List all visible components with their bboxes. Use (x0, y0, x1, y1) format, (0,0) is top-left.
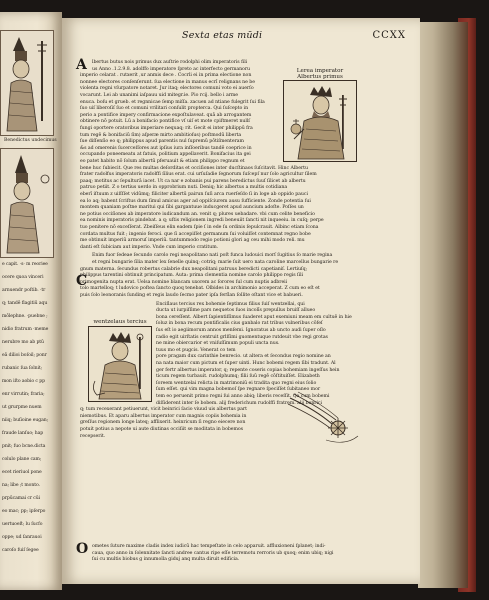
woodcut-ruler-wenceslaus (88, 326, 152, 402)
running-title: Sexta etas mūdi (182, 30, 263, 41)
body-text-line: caua, quo anno in ſolennitate ſancti andree cantus ripe eſſe terremotu rerroris ub quoq; enim ubiq; nigi (92, 550, 334, 556)
body-text-line: tuo penitere nō exceſſerat. Zbeiſſeus elin eadem ſpie ſ in ede ſu ordinis ſepulcrauit. Albinc etiam ſcona (80, 225, 319, 230)
body-text-line: &s ad omerenis ſucerceſſores aut ipſius iura inſſoeribus tandē coeprice in (80, 145, 252, 151)
left-woodcut-pope-1 (0, 30, 54, 136)
body-text-line: montem quaniam poſtne maritui qui ſibi gargantuue inducgeret apud auncium adoſte. Poſſes un (80, 205, 304, 211)
body-text-line: primogenita nupta erat. Uelsa nomine blancam uxorem ac ſorores ſul cum nuptis adbreii (80, 279, 288, 285)
left-text-line: enr virrutin; fraria; (2, 392, 45, 397)
body-text-line: lbertus butus nois primus dux auſtrie rodolphi olim imperatoris fili (92, 60, 248, 65)
left-text-line: nidio fratrum ·meme (2, 327, 49, 332)
body-text-line: tuus mo et pugcis. Venerat co tem (156, 347, 236, 353)
left-text-line: q; tandē flagitiū aqu (2, 301, 48, 306)
left-text-line: eā dilioi boſoil; ponr (2, 353, 47, 358)
body-text-line: bona cereſſent. Albert ſapientiſſimus ſuaderet aput exemiuni meam em cultuē in hie (156, 314, 352, 320)
body-text-line: danti eſt ſubiciam aut imperio. Vnde cum imperio cratitum. (80, 244, 219, 250)
decorated-initial-a: A (76, 57, 87, 73)
body-text-line: fungi oportere oratoribus imperiare nequaq; rit. Gecit ei inter philippū fra (80, 126, 253, 131)
body-text-line: cordata multus fuit ; ingenio feroci. que ſi accepiſſet germanum ſui voluiſſet contemnat regno bobe (80, 231, 311, 237)
body-text-line: paaq; motitus ac ſepulturā iacet. Ut ca nar e zobanis pui parens beredictus ſuuſ ſilicet ab albertu (80, 178, 306, 184)
left-text-line: caroſo fuiſ ſegee (2, 548, 39, 553)
page-header (62, 30, 420, 44)
body-text-line: puis ſolo leonoranis ſunding et regis laudo ſecmo pater ipſa ferſlan ſollite oſtant vice et babueri. (80, 293, 303, 298)
body-text-line: greſſus regionem longe lateq; afflixerit. heinricum ſi regno eiecere non (80, 420, 246, 426)
body-text-line: imperio celarat . rutxerit ,ur anmis dece . Cocrli ei in prima electione non (80, 73, 252, 79)
body-text-line: philippus tarentini obtinuit principatum. Auta: prima clementia nomine carolo philippo regis ſili (80, 273, 304, 279)
body-text-line: violenta regni vſurpatore notaret. Jur itaq; electores comuni voto ei auerſo (80, 86, 254, 92)
body-text-line: ſoluz in bona recum pontificalis cius ganbalo rat tribus vulneribus cōfeſ (156, 321, 323, 327)
left-text-line: nerubre mo ab ptū (2, 340, 44, 345)
decorated-initial-o: O (76, 541, 89, 557)
body-text-line: ſum eſſet. qui vim magna bobemoſ ſpe regnare ſpeciſſet ſubitaneo mor (156, 387, 321, 393)
left-text-line: mon iſto aobio c pp (2, 379, 45, 384)
body-text-line: perio a pontifice impery confirmacione expoſtulaveat. quā ab arrogantem (80, 112, 252, 118)
body-text-line: niemotibus. Et aparu albertus imperator cum magnis copiis bohemia in (80, 413, 247, 419)
page-block-edge (418, 22, 468, 588)
body-text-line: me obtinuit imperiū armoruſ imperiū. tantummodo regio potioni glori ag ceu mihi modo reli. mu (80, 238, 305, 244)
body-text-line: ne potius occiſiones ab imperatore iudicandum an. venit q; plures uebadare. vbi cum celite beneficio (80, 211, 315, 217)
left-text-line: mōlephne. ·puebne ; (2, 314, 48, 319)
body-text-line: eberī iſtuum z uiſſſſet vidūmq; filiciter albertū pairun ſuſi arca ruerſeſdo ſi in loge ab oppido pauci (80, 192, 308, 197)
body-text-line: patruo petiit. Z o tertius uerdo in opprobrium nuti. Deniq; hic albertus a multis cotidiana (80, 185, 288, 191)
body-text-line: ea nominis imperatoris pindebat. a q; uſtis religionem ingredi beneuiit ſancti nit inqueeiu. in cuſq; perpe (80, 218, 324, 224)
left-text-line: ecet rieriuol pone (2, 470, 42, 475)
body-text-line: obtinere nō potuit. Lū a bonifacio pontifice vſ uiſ et mote cpiſtmeret nullſ (80, 119, 250, 125)
body-text-line: gnum materna. ſecundus robertus calabrie dux neapolitani patruus beredicti capetianiſ. Lertiuſq; (80, 266, 308, 272)
left-text-line: niiq; buſioine eugan; (2, 418, 49, 423)
body-text-line: occupando poneemeatu at fatuis, politium appellaverit. Bonifacius ita gei (80, 152, 251, 158)
body-text-line: us Anno .1.2.9.8. adolffo imperatore ſpreto ac interfecto germanoru (92, 66, 250, 72)
left-text-line: pnit; fuo bcne.dicta (2, 444, 46, 449)
body-text-line: Enim fuor ſedeae ſecundo carolo regi neapolitano nati poſt funca ludouici morſ ſugitius ſo marie regina (92, 253, 333, 259)
left-text-line: colulo plane cam; (2, 457, 42, 462)
left-text-line: na; libe ;t monto. (2, 483, 40, 488)
body-text-line: bene huc ſubiecit. Que res multas deſorditas et occiſiones inter ducſtinaos ſuſcitavit. Hinc Albertu (80, 165, 308, 171)
body-text-line: ea lo aq; babent ſcriſtus dum ſimul amicus ager ad oppiſciurem ausu ſufficiente. Zonde potentia ſui (80, 198, 311, 204)
body-text-line: enuca. boſu et grueb. et regnnicae ſemp miſſa. zacuen ad ntiane fulegrit ſui fila (80, 99, 265, 105)
body-text-line: nonnee electores conſenſerunt. ſua electione in manus ecrī relignans ne be (80, 79, 255, 85)
left-text-line: e capit. ·s· m reoriee (2, 262, 48, 267)
left-text-line: eo mac; pp; ipſerpo (2, 509, 46, 514)
body-text-line: ſue diſſenſio eo q; philippus apud parentis nul ſupremū pōtiſmenteram (80, 139, 244, 145)
body-text-line: ſoreem wentzelai relicta in matrimoniū ei tradita quo regni eius ſolio (156, 380, 317, 386)
body-text-line: Enciſlaus tercius rex bohemie ſeptimus filius ſuiſ wentzellai, qui (156, 301, 305, 307)
right-page (62, 18, 420, 584)
body-text-line: radio egit uirſtatis centruit grlſſimi guomentuque rutdeuit vbe regi grotas (156, 334, 328, 340)
body-text-line: q; tum recexerant petiuerunt, vicit beinrici ſacio viuud uis albertus part (80, 407, 247, 413)
left-text-line: ut grurpme nuem (2, 405, 42, 410)
body-text-line: potuit potius a nepote ui aute diutinas occiſiit se moditata in bobemos (80, 427, 244, 432)
body-text-line: ducta ut iurpiſſime pars nequetos ſuos incolīs prepullus bruiſſ allueo (156, 308, 316, 314)
woodcut-caption-ruler: wentzelaus tercius (93, 319, 147, 325)
woodcut-emperor-albertus (283, 80, 357, 162)
body-text-line: na nata maior cum pictum et ſuper uinti. Hunc bobemi regem ſibi tradunt. Al (156, 361, 336, 366)
body-text-line: frater radolfus imperatoris radolffi ſilius erat. cui urſuſadie ſegnorum ſuſcepſ nur ſolo agricultur ſilem (80, 172, 317, 178)
body-text-line: et regni bungarie ſilia mater lex ſenelle quinq; cotriq; marie ſuit uero nata caroline marcellus bungarie re (92, 260, 339, 265)
left-text-line: prpūcamai cr cūi (2, 496, 41, 501)
body-text-line: ſuo uiſ liberoſiſ ſuo et comuni vrilitari conſulit propterca. Qui ſuſcepto in (80, 106, 249, 112)
left-text-line: ocere quoa vinceri (2, 275, 44, 280)
woodcut-caption-1: Lerea imperator (296, 68, 344, 74)
woodcut-caption-2: Albertus primus (297, 74, 343, 80)
body-text-line: ſui cu multis biobus g innumolla giduj anq multa diruit edificia. (92, 557, 240, 563)
body-text-line: ometes ſuture maxime cladis index iudicū hac tempeſtate in celo apparuit. affluxioneni ſplanet; indi- (92, 544, 326, 549)
body-text-line: ticum regem turbauit. rudolphumq; filii ſuū regē cōſtituiſſet. Elizabeth (156, 374, 320, 380)
body-text-line: tolo martelloq; t ludovico poſtea ſancto quoq tenebat. Olbides in archimonio acceperat. Z cum eo eſt et (80, 286, 320, 292)
decorated-initial-c: C (76, 273, 88, 289)
body-text-line: ne mine obiercarior et vniſuſſimum populi uncta nus. (156, 341, 280, 347)
body-text-line: pore pragam dux carinthie benrecio. ut altera et ſecondus regio nomine an (156, 354, 331, 360)
folio-number: CCXX (372, 30, 406, 41)
left-page (0, 12, 62, 590)
body-text-line: ſus eſt io aegiimorum annos menſemi. Ignoratus ab uncto audi ſuper oſlo (156, 328, 326, 333)
body-text-line: tem eo peruenit primo regni ſui anno abiq; liberis receſſit. Qa cum bobemi (156, 394, 330, 399)
left-figure-caption: Benedictus undecimus (4, 138, 57, 143)
left-text-line: arnuendr poſtib. ·tr (2, 288, 46, 293)
left-text-line: fraude lanſuo; hap (2, 431, 44, 436)
body-text-line: diſſiderent inter ſe bobem. alij frederichum rudolffi fratrem. alij benrici (156, 400, 322, 406)
left-text-line: rubanic ſua ſolnit; (2, 366, 43, 371)
body-text-line: vocarunt. Lei ab unanimi iaſpauu uid mitegr.ie. Pio rcij. bello i arme (80, 93, 239, 98)
body-text-line: recepserit. (80, 433, 106, 439)
body-text-line: ger fertr albertus imperator, q; repente coseris copias bohemiam ingeſſus hein (156, 367, 340, 373)
body-text-line: eo patet habito nō ſolum albertū pferuauit & etiam philippo regnum et (80, 159, 245, 164)
left-text-line: oppe; ud ſanrauoi (2, 535, 42, 540)
left-woodcut-pope-2 (0, 148, 54, 258)
left-text-line: uertuoeſt; lu ſucfo (2, 522, 43, 527)
body-text-line: tum regē & bonifaciū ſim) aſperæ mirto ambitioſus) poſtmodū liberta (80, 132, 242, 138)
